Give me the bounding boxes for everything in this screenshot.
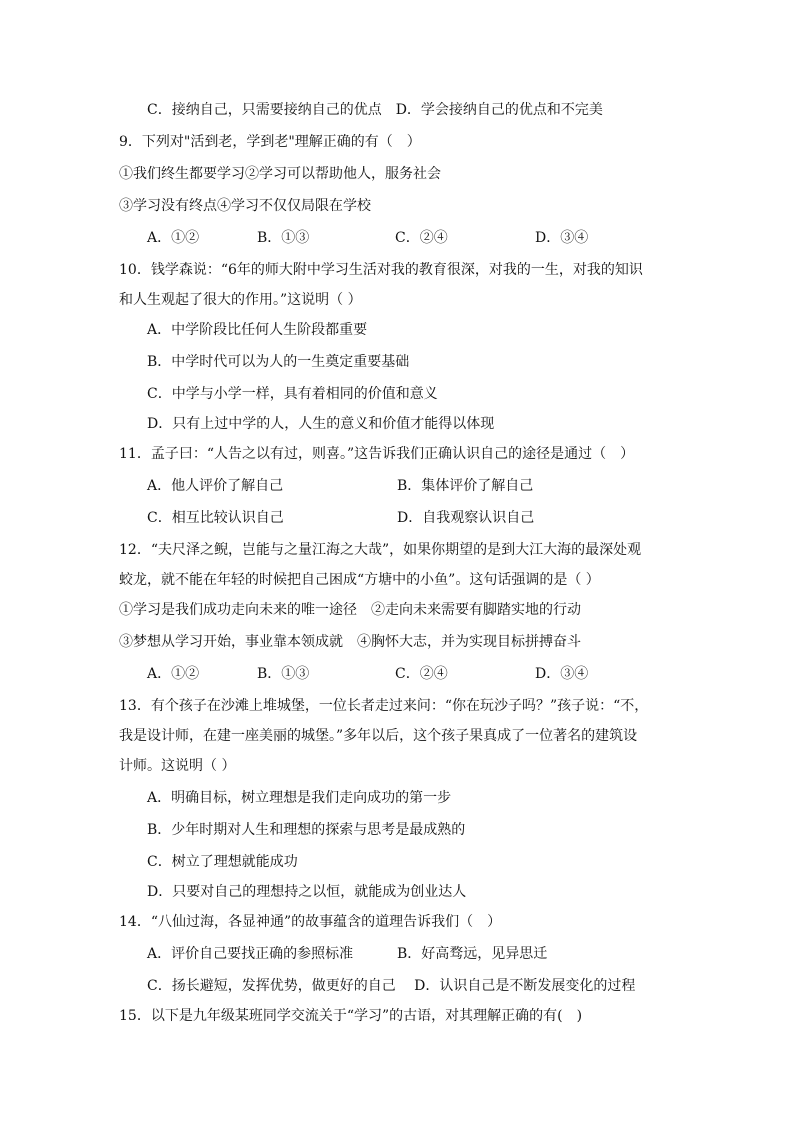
q12-statements-2: ③梦想从学习开始，事业靠本领成就 ④胸怀大志，并为实现目标拼搏奋斗: [119, 634, 581, 650]
q14-option-a: A．评价自己要找正确的参照标准: [147, 946, 354, 962]
q10-stem-1: 10．钱学森说：“6年的师大附中学习生活对我的教育很深，对我的一生，对我的知识: [119, 262, 643, 278]
q11-option-a: A．他人评价了解自己: [147, 478, 284, 494]
q13-stem-2: 我是设计师，在建一座美丽的城堡。”多年以后，这个孩子果真成了一位著名的建筑设: [119, 728, 638, 744]
q13-option-c: C．树立了理想就能成功: [147, 854, 298, 870]
q11-option-d: D．自我观察认识自己: [397, 510, 535, 526]
q12-option-d: D．③④: [535, 666, 589, 682]
q9-statements-1: ①我们终生都要学习②学习可以帮助他人，服务社会: [119, 166, 441, 182]
q9-statements-2: ③学习没有终点④学习不仅仅局限在学校: [119, 198, 371, 214]
q13-option-d: D．只要对自己的理想持之以恒，就能成为创业达人: [147, 884, 467, 900]
q9-option-a: A．①②: [147, 230, 200, 246]
q12-option-a: A．①②: [147, 666, 200, 682]
q12-stem-1: 12．“夫尺泽之鲵，岂能与之量江海之大哉”，如果你期望的是到大江大海的最深处观: [119, 542, 642, 558]
q13-stem-3: 计师。这说明（ ）: [119, 758, 236, 774]
q11-stem: 11．孟子曰：“人告之以有过，则喜。”这告诉我们正确认识自己的途径是通过（ ）: [119, 446, 635, 462]
q12-stem-2: 蛟龙，就不能在年轻的时候把自己困成“方塘中的小鱼”。这句话强调的是（ ）: [119, 572, 600, 588]
q11-option-c: C．相互比较认识自己: [147, 510, 284, 526]
q13-option-b: B．少年时期对人生和理想的探索与思考是最成熟的: [147, 822, 466, 838]
q14-option-cd: C．扬长避短，发挥优势，做更好的自己 D．认识自己是不断发展变化的过程: [147, 978, 636, 994]
q12-option-b: B．①③: [257, 666, 310, 682]
q10-option-d: D．只有上过中学的人，人生的意义和价值才能得以体现: [147, 416, 495, 432]
q13-option-a: A．明确目标，树立理想是我们走向成功的第一步: [147, 790, 452, 806]
q10-option-b: B．中学时代可以为人的一生奠定重要基础: [147, 354, 410, 370]
q12-option-c: C．②④: [395, 666, 448, 682]
q15-stem: 15．以下是九年级某班同学交流关于“学习”的古语，对其理解正确的有( ): [119, 1008, 583, 1024]
q10-stem-2: 和人生观起了很大的作用。”这说明（ ）: [119, 292, 362, 308]
q9-stem: 9．下列对"活到老，学到老"理解正确的有（ ）: [119, 134, 421, 150]
q13-stem-1: 13．有个孩子在沙滩上堆城堡，一位长者走过来问：“你在玩沙子吗？”孩子说：“不，: [119, 698, 649, 714]
q14-stem: 14．“八仙过海，各显神通”的故事蕴含的道理告诉我们（ ）: [119, 914, 502, 930]
q9-option-c: C．②④: [395, 230, 448, 246]
q10-option-c: C．中学与小学一样，具有着相同的价值和意义: [147, 386, 438, 402]
q12-statements-1: ①学习是我们成功走向未来的唯一途径 ②走向未来需要有脚踏实地的行动: [119, 602, 581, 618]
q8-option-cd: C．接纳自己，只需要接纳自己的优点 D．学会接纳自己的优点和不完美: [147, 102, 603, 118]
q14-option-b: B．好高骛远，见异思迁: [397, 946, 548, 962]
q11-option-b: B．集体评价了解自己: [397, 478, 534, 494]
q9-option-d: D．③④: [535, 230, 589, 246]
q10-option-a: A．中学阶段比任何人生阶段都重要: [147, 322, 368, 338]
q9-option-b: B．①③: [257, 230, 310, 246]
